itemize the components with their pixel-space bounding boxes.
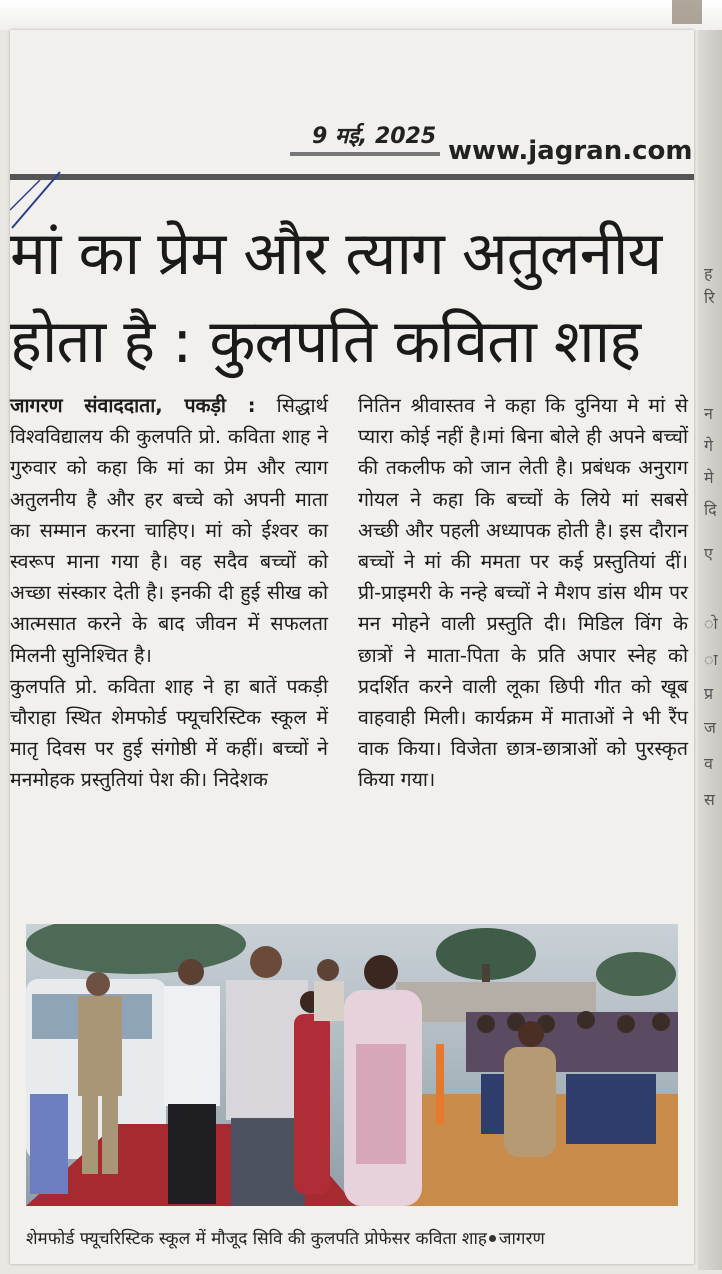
edge-fragment: व [704,754,713,773]
masthead [10,114,694,174]
edge-fragment: दि [704,500,717,519]
article-paragraph [10,390,328,671]
edge-fragment: स [704,790,715,809]
headline [10,210,684,386]
headline-line-2: होता है : कुलपति कविता शाह [10,307,641,377]
caption-text: शेमफोर्ड फ्यूचरिस्टिक स्कूल में मौजूद सिवि की कुलपति प्रोफेसर कविता शाह [26,1229,487,1249]
paragraph-text: सिद्धार्थ विश्वविद्यालय की कुलपति प्रो. कविता शाह ने गुरुवार को कहा कि मां का प्रेम और त्याग अतुलनीय है और हर बच्चे को अपनी माता का सम्मान करना चाहिए। मां को ईश्वर का स्वरूप माना गया है। वह सदैव बच्चों को अच्छा संस्कार देती है। इनकी दी हुई सीख को आत्मसात करने के बाद जीवन में सफलता मिलनी सुनिश्चित है। [10,394,328,667]
headline-line-1: मां का प्रेम और त्याग अतुलनीय [10,219,662,289]
caption-bullet [489,1235,496,1242]
article-paragraph: कुलपति प्रो. कविता शाह ने हा बातें पकड़ी चौराहा स्थित शेमफोर्ड फ्यूचरिस्टिक स्कूल में मातृ दिवस पर हुई संगोष्ठी में कहीं। बच्चों ने मनमोहक प्रस्तुतियां पेश की। निदेशक [10,674,328,792]
article-column-2 [358,390,688,796]
edge-fragment: ए [704,544,713,563]
article-column-1 [10,390,328,796]
photo-caption [26,1226,678,1256]
article-paragraph: नितिन श्रीवास्तव ने कहा कि दुनिया मे मां से प्यारा कोई नहीं है।मां बिना बोले ही अपने बच्चों की तकलीफ को जान लेती है। प्रबंधक अनुराग गोयल ने कहा कि बच्चों के लिये मां सबसे अच्छी और पहली अध्यापक होती है। इस दौरान बच्चों ने मां की ममता पर कई प्रस्तुतियां दीं। प्री-प्राइमरी के नन्हे बच्चों ने मैशप डांस थीम पर मन मोहने वाली प्रस्तुति दी। मिडिल विंग के छात्रों ने माता-पिता के प्रति अपार स्नेह को प्रदर्शित करने वाली लूका छिपी गीत को खूब वाहवाही मिली। कार्यक्रम में माताओं ने भी रैंप वाक किया। विजेता छात्र-छात्राओं को पुरस्कृत किया गया। [358,394,688,792]
date-underline [290,152,440,156]
edge-fragment: गे [704,436,714,455]
publication-date: 9 मई, 2025 [312,124,437,149]
photo-credit: जागरण [498,1229,545,1249]
masthead-rule [10,174,694,180]
scan-artifact [672,0,702,24]
edge-fragment: मे [704,468,714,487]
publication-site: www.jagran.com [448,136,693,166]
edge-fragment: प्र [704,684,714,703]
edge-fragment: न [704,404,713,423]
byline: जागरण संवाददाता, पकड़ी : [10,394,256,417]
adjacent-page-edge [698,30,722,1270]
edge-fragment: ो [704,614,718,633]
edge-fragment: ह [704,264,713,283]
edge-fragment: ा [704,650,718,669]
edge-fragment: ज [704,718,716,737]
photo-illustration [26,924,678,1206]
news-photo [26,924,678,1206]
scan-top-strip [0,0,722,30]
edge-fragment: रि [704,288,715,307]
newspaper-clipping [10,30,694,1264]
